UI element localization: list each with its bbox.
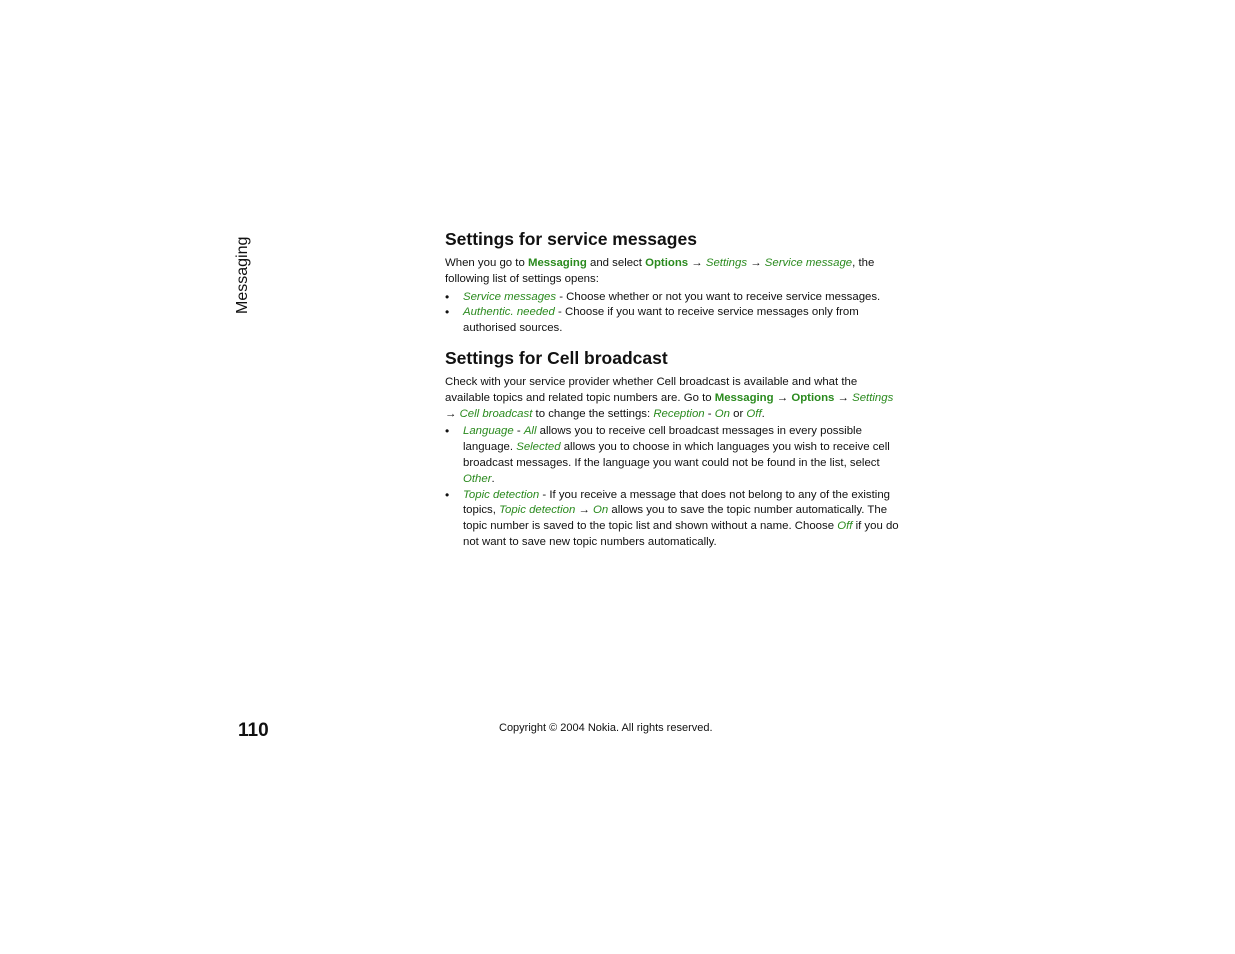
service-messages-intro: When you go to Messaging and select Options → Settings → Service message, the following list of settings opens:: [445, 257, 875, 285]
list-item: • Topic detection - If you receive a message that does not belong to any of the existing topics, Topic detection → On allows you to save the topic number automatically. The topic number is saved to the topic list and shown without a name. Choose Off if you do not want to save new topic numbers automatically.: [445, 488, 903, 551]
option-off: Off: [746, 407, 762, 420]
arrow-icon: →: [688, 257, 706, 269]
arrow-icon: →: [773, 391, 792, 404]
arrow-icon: →: [445, 407, 460, 420]
cell-broadcast-settings-list: [445, 424, 903, 550]
setting-term: Topic detection: [499, 504, 576, 517]
cell-broadcast-intro: Check with your service provider whether Cell broadcast is available and what the available topics and related topic numbers are. Go to Messaging → Options → Settings → Cell broadcast to change the settings: Reception - On or Off.: [445, 375, 894, 420]
page-number: 110: [238, 720, 269, 741]
menu-ref-messaging: Messaging: [527, 257, 587, 269]
arrow-icon: →: [834, 391, 853, 404]
option-on: On: [593, 504, 609, 517]
side-tab-label: Messaging: [234, 236, 251, 314]
service-settings-list: [445, 290, 903, 337]
setting-term: Service messages: [463, 290, 557, 303]
list-item: • Service messages - Choose whether or not you want to receive service messages.: [445, 290, 903, 306]
option-off: Off: [837, 520, 853, 533]
section-heading-cell-broadcast: Settings for Cell broadcast: [445, 347, 668, 368]
setting-term: Authentic. needed: [463, 306, 555, 319]
menu-ref-reception: Reception: [653, 407, 705, 420]
page-content: [445, 228, 903, 551]
list-item: • Authentic. needed - Choose if you want to receive service messages only from authorised sources.: [445, 305, 903, 337]
setting-term: Topic detection: [463, 488, 540, 501]
menu-ref-options: Options: [645, 257, 689, 269]
menu-ref-settings: Settings: [852, 391, 894, 404]
copyright-notice: Copyright © 2004 Nokia. All rights reserved.: [499, 722, 713, 734]
setting-term: Language: [463, 425, 514, 438]
section-heading-service-messages: Settings for service messages: [445, 229, 697, 249]
option-all: All: [523, 425, 537, 438]
arrow-icon: →: [747, 257, 765, 269]
menu-ref-settings: Settings: [705, 257, 748, 269]
menu-ref-cell-broadcast: Cell broadcast: [459, 407, 533, 420]
menu-ref-messaging: Messaging: [714, 391, 774, 404]
menu-ref-service-message: Service message: [764, 257, 853, 269]
option-selected: Selected: [516, 441, 561, 454]
list-item: • Language - All allows you to receive cell broadcast messages in every possible language. Selected allows you to choose in which languages you wish to receive cell broadcast messages. If the language you want could not be found in the list, select Other.: [445, 424, 903, 487]
arrow-icon: →: [575, 504, 594, 517]
option-on: On: [714, 407, 730, 420]
option-other: Other: [463, 472, 492, 485]
side-tab: [230, 232, 264, 322]
menu-ref-options: Options: [791, 391, 835, 404]
